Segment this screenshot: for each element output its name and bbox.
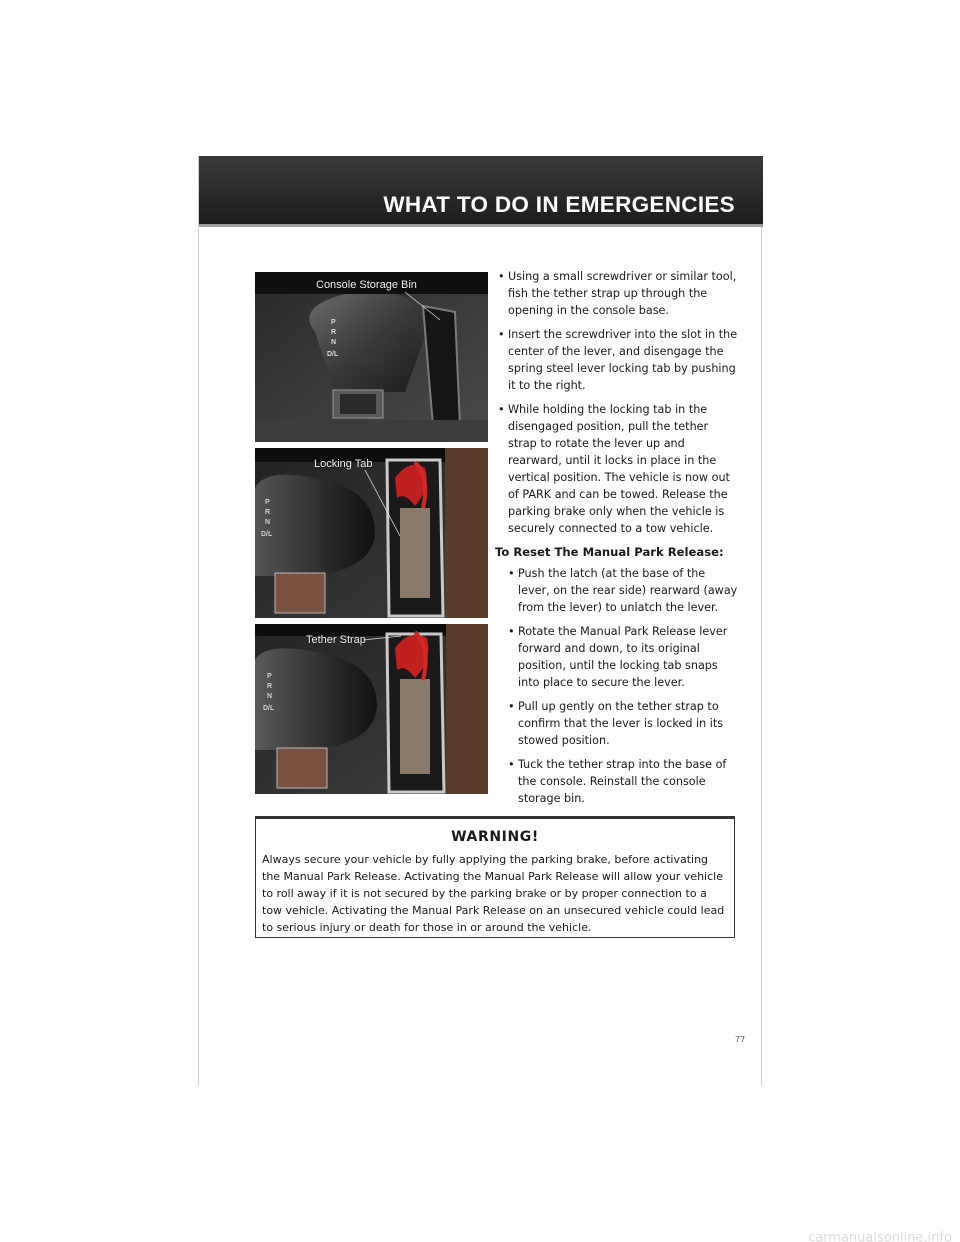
gear-letter-n: N — [267, 693, 273, 700]
gear-letter-r: R — [331, 329, 337, 336]
section-title: WHAT TO DO IN EMERGENCIES — [383, 192, 735, 217]
warning-text: Always secure your vehicle by fully applying the parking brake, before activating the Manual Park Release. Activating the Manual Park Release will allow your vehicle to roll away if it is not secured by the parking brake or by proper connection to a tow vehicle. Activating the Manual Park Release on an unsecured vehicle could lead to serious injury or death for those in or around the vehicle. — [262, 853, 725, 934]
gear-letter-dl: D/L — [261, 531, 273, 538]
gear-letter-dl: D/L — [327, 351, 339, 358]
reset-steps — [489, 565, 739, 807]
footer-watermark: carmanualsonline.info — [808, 1230, 952, 1242]
reset-heading: To Reset The Manual Park Release: — [495, 545, 724, 559]
header-rule — [199, 224, 763, 227]
gear-letter-r: R — [265, 509, 271, 516]
release-step: • While holding the locking tab in the disengaged position, pull the tether strap to rotate the lever up and rearward, until it locks in place in the vertical position. The vehicle is now out of PARK and can be towed. Release the parking brake only when the vehicle is securely connected to a tow vehicle. — [489, 401, 739, 537]
gear-letter-dl: D/L — [263, 705, 275, 712]
photo-locking-tab — [255, 448, 488, 618]
release-step: • Insert the screwdriver into the slot in the center of the lever, and disengage the spring steel lever locking tab by pushing it to the right. — [489, 326, 739, 394]
reset-step: • Pull up gently on the tether strap to confirm that the lever is locked in its stowed position. — [499, 698, 739, 749]
header-band — [199, 156, 763, 224]
instructions-column — [489, 268, 739, 814]
reset-step: • Rotate the Manual Park Release lever forward and down, to its original position, until the locking tab snaps into place to secure the lever. — [499, 623, 739, 691]
gear-letter-n: N — [331, 339, 337, 346]
reset-step: • Push the latch (at the base of the lever, on the rear side) rearward (away from the lever) to unlatch the lever. — [499, 565, 739, 616]
photo-label: Console Storage Bin — [316, 279, 417, 291]
gear-letter-p: P — [331, 319, 336, 326]
photo-label: Tether Strap — [306, 634, 366, 646]
photo-tether-strap — [255, 624, 488, 794]
reset-step: • Tuck the tether strap into the base of the console. Reinstall the console storage bin. — [499, 756, 739, 807]
photo-console-storage-bin — [255, 272, 488, 442]
manual-page — [198, 156, 762, 1086]
gear-letter-n: N — [265, 519, 271, 526]
warning-box — [255, 816, 735, 938]
release-step: • Using a small screwdriver or similar tool, fish the tether strap up through the opening in the console base. — [489, 268, 739, 319]
warning-title: WARNING! — [451, 829, 539, 845]
photo-label: Locking Tab — [314, 458, 373, 470]
gear-letter-r: R — [267, 683, 273, 690]
page-number: 77 — [735, 1035, 746, 1044]
gear-letter-p: P — [265, 499, 270, 506]
gear-letter-p: P — [267, 673, 272, 680]
